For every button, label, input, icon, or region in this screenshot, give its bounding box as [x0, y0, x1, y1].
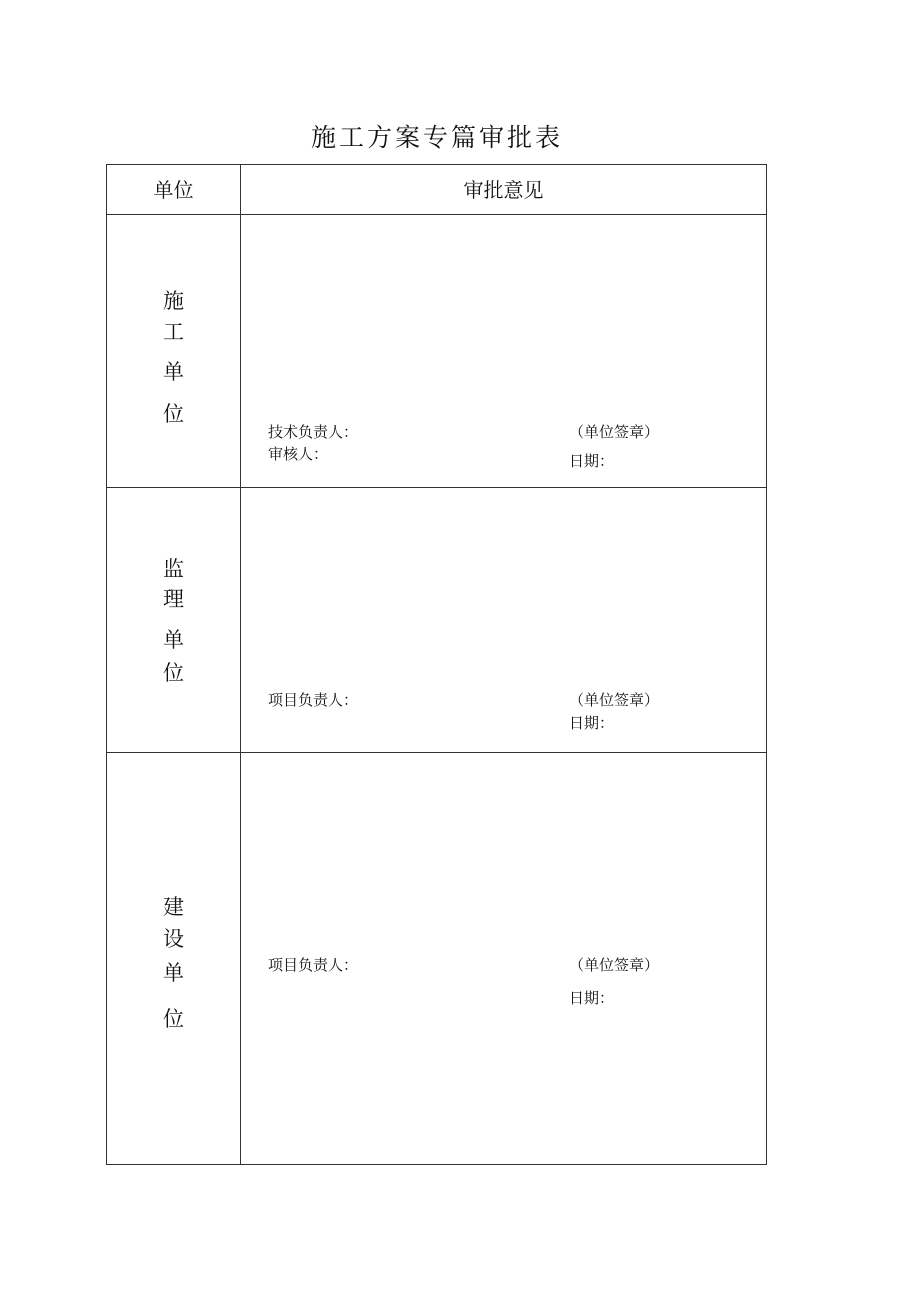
unit-char: 单 — [163, 628, 184, 652]
unit-char: 单 — [163, 360, 184, 384]
unit-char: 单 — [163, 961, 184, 985]
unit-char: 工 — [163, 320, 184, 344]
project-leader-label: 项目负责人： — [268, 956, 359, 974]
project-leader-label: 项目负责人： — [268, 691, 359, 709]
unit-char: 设 — [163, 927, 184, 951]
unit-char: 施 — [163, 289, 184, 313]
unit-char: 理 — [163, 587, 184, 611]
date-label: 日期： — [569, 989, 615, 1007]
header-opinion: 审批意见 — [463, 178, 544, 202]
unit-char: 位 — [163, 402, 184, 426]
unit-char: 位 — [163, 661, 184, 685]
unit-seal-label: （单位签章） — [569, 691, 660, 709]
date-label: 日期： — [569, 714, 615, 732]
unit-char: 监 — [163, 557, 184, 581]
row-divider-supervision — [107, 752, 766, 753]
technical-leader-label: 技术负责人： — [268, 423, 359, 441]
unit-char: 建 — [163, 895, 184, 919]
date-label: 日期： — [569, 452, 615, 470]
header-unit: 单位 — [153, 178, 194, 202]
page-title: 施工方案专篇审批表 — [310, 123, 563, 152]
column-divider — [240, 165, 241, 1164]
approval-table — [106, 164, 767, 1165]
reviewer-label: 审核人： — [268, 445, 329, 463]
unit-char: 位 — [163, 1007, 184, 1031]
unit-seal-label: （单位签章） — [569, 423, 660, 441]
row-divider-construction — [107, 487, 766, 488]
unit-seal-label: （单位签章） — [569, 956, 660, 974]
